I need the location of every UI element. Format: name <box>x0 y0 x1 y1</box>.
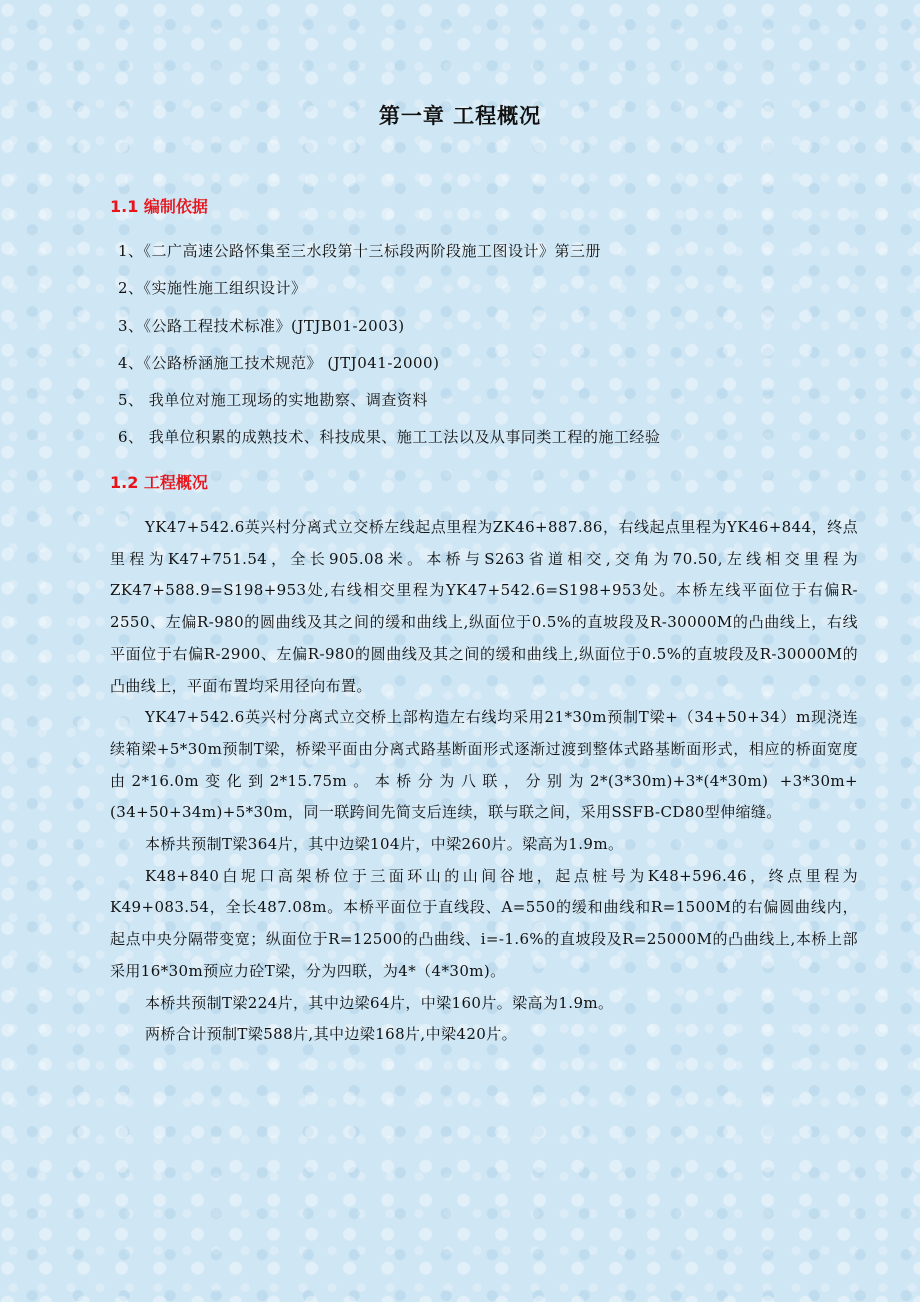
paragraph: 本桥共预制T梁364片，其中边梁104片，中梁260片。梁高为1.9m。 <box>145 835 624 854</box>
paragraph: K48+840白坭口高架桥位于三面环山的山间谷地，起点桩号为K48+596.46，终点里程为K49+083.54，全长487.08m。本桥平面位于直线段、A=550的缓和曲线和R=1500M的右偏圆曲线内，起点中央分隔带变宽；纵面位于R=12500的凸曲线、i=-1.6%的直坡段及R=25000M的凸曲线上,本桥上部采用16*30m预应力砼T梁，分为四联，为4*（4*30m)。 <box>110 866 858 980</box>
reference-item: 3、《公路工程技术标准》(JTJB01-2003) <box>118 316 405 335</box>
reference-item: 6、 我单位积累的成熟技术、科技成果、施工工法以及从事同类工程的施工经验 <box>118 428 661 447</box>
reference-list <box>118 238 858 462</box>
section-heading-overview: 1.2 工程概况 <box>110 473 208 492</box>
reference-item: 4、《公路桥涵施工技术规范》 (JTJ041-2000) <box>118 353 440 372</box>
reference-item: 5、 我单位对施工现场的实地勘察、调查资料 <box>118 391 428 410</box>
reference-item: 1、《二广高速公路怀集至三水段第十三标段两阶段施工图设计》第三册 <box>118 242 602 260</box>
section-heading-basis: 1.1 编制依据 <box>110 197 208 216</box>
paragraph: 两桥合计预制T梁588片,其中边梁168片,中梁420片。 <box>145 1025 518 1044</box>
paragraph: 本桥共预制T梁224片，其中边梁64片，中梁160片。梁高为1.9m。 <box>145 993 614 1012</box>
overview-body <box>110 512 858 1051</box>
paragraph: YK47+542.6英兴村分离式立交桥左线起点里程为ZK46+887.86，右线起点里程为YK46+844，终点里程为K47+751.54，全长905.08米。本桥与S263省道相交,交角为70.50,左线相交里程为ZK47+588.9=S198+953处,右线相交里程为YK47+542.6=S198+953处。本桥左线平面位于右偏R-2550、左偏R-980的圆曲线及其之间的缓和曲线上,纵面位于0.5%的直坡段及R-30000M的凸曲线上，右线平面位于右偏R-2900、左偏R-980的圆曲线及其之间的缓和曲线上,纵面位于0.5%的直坡段及R-30000M的凸曲线上，平面布置均采用径向布置。 <box>110 518 858 695</box>
paragraph: YK47+542.6英兴村分离式立交桥上部构造左右线均采用21*30m预制T梁+（34+50+34）m现浇连续箱梁+5*30m预制T梁，桥梁平面由分离式路基断面形式逐渐过渡到整体式路基断面形式，相应的桥面宽度由2*16.0m变化到2*15.75m。本桥分为八联，分别为2*(3*30m)+3*(4*30m) +3*30m+(34+50+34m)+5*30m，同一联跨间先简支后连续，联与联之间，采用SSFB-CD80型伸缩缝。 <box>110 708 858 822</box>
reference-item: 2、《实施性施工组织设计》 <box>118 279 307 298</box>
chapter-title: 第一章 工程概况 <box>378 104 542 128</box>
